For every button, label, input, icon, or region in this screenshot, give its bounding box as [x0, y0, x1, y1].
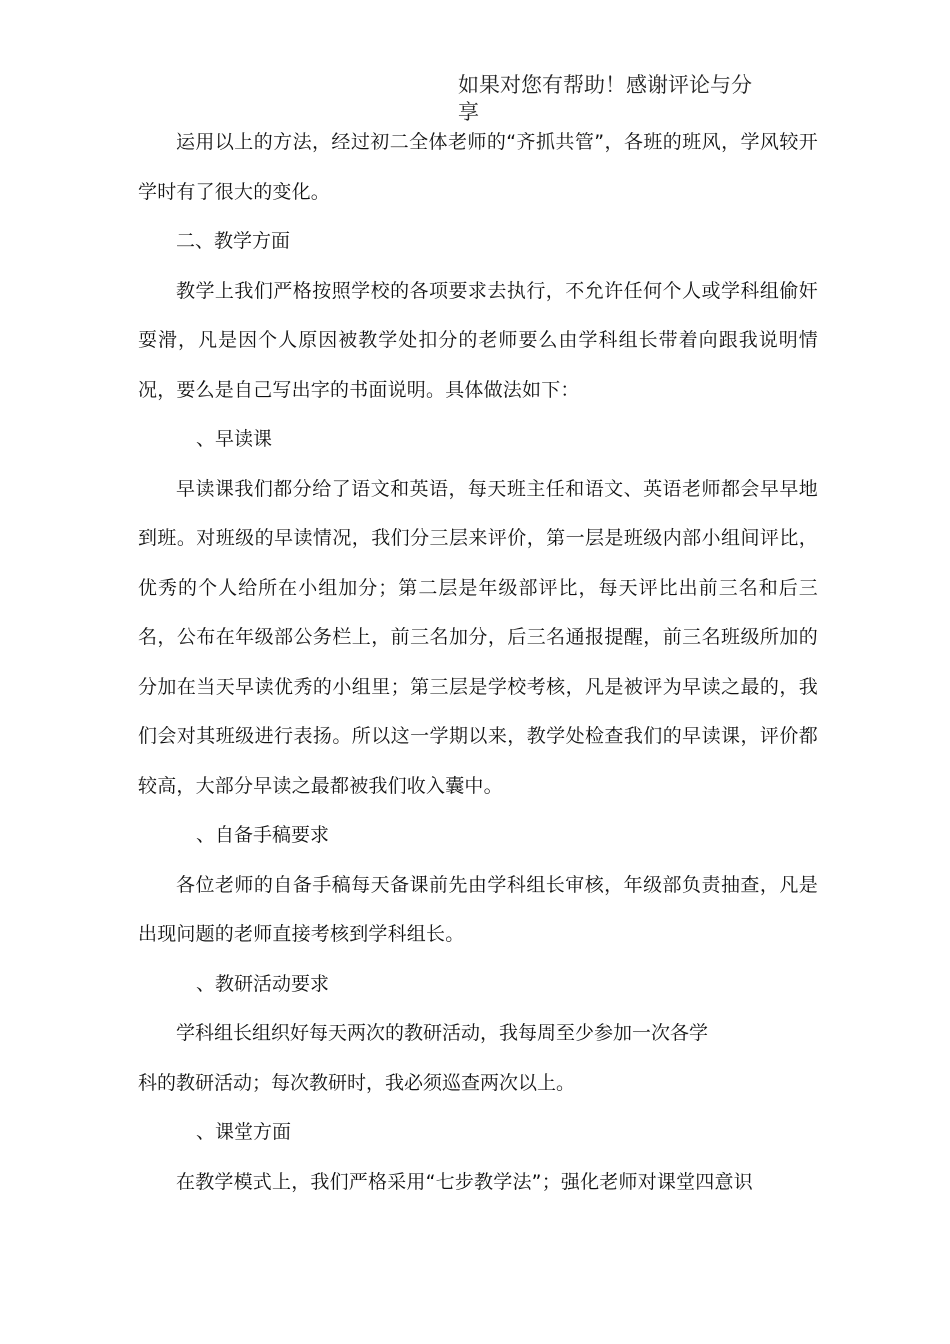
subheading-teaching-research: 、教研活动要求: [196, 972, 330, 995]
paragraph-teaching-research-line-1: 学科组长组织好每天两次的教研活动，我每周至少参加一次各学: [176, 1022, 709, 1044]
subheading-lesson-manuscript: 、自备手稿要求: [196, 824, 330, 846]
header-note-line-2: 享: [458, 100, 479, 124]
subheading-classroom: 、课堂方面: [196, 1121, 292, 1143]
paragraph-morning-reading: 早读课我们都分给了语文和英语，每天班主任和语文、英语老师都会早早地到班。对班级的早读情况，我们分三层来评价，第一层是班级内部小组间评比，优秀的个人给所在小组加分；第二层是年级部评比，每天评比出前三名和后三名，公布在年级部公务栏上，前三名加分，后三名通报提醒，前三名班级所加的分加在当天早读优秀的小组里；第三层是学校考核，凡是被评为早读之最的，我们会对其班级进行表扬。所以这一学期以来，教学处检查我们的早读课，评价都较高，大部分早读之最都被我们收入囊中。: [138, 477, 818, 797]
paragraph-teaching-research-line-2: 科的教研活动；每次教研时，我必须巡查两次以上。: [138, 1071, 576, 1094]
subheading-morning-reading: 、早读课: [196, 428, 273, 450]
paragraph-teaching-requirements: 教学上我们严格按照学校的各项要求去执行，不允许任何个人或学科组偷奸耍滑，凡是因个人原因被教学处扣分的老师要么由学科组长带着向跟我说明情况，要么是自己写出字的书面说明。具体做法如下：: [138, 279, 818, 401]
document-body: [138, 118, 818, 1207]
paragraph-class-atmosphere: 运用以上的方法，经过初二全体老师的“齐抓共管”，各班的班风，学风较开学时有了很大的变化。: [138, 131, 818, 203]
paragraph-classroom: 在教学模式上，我们严格采用“七步教学法”；强化老师对课堂四意识: [176, 1170, 753, 1193]
section-heading-teaching: 二、教学方面: [176, 230, 291, 252]
paragraph-lesson-manuscript: 各位老师的自备手稿每天备课前先由学科组长审核，年级部负责抽查，凡是出现问题的老师直接考核到学科组长。: [138, 873, 818, 945]
header-note-line-1: 如果对您有帮助！感谢评论与分: [458, 73, 752, 97]
